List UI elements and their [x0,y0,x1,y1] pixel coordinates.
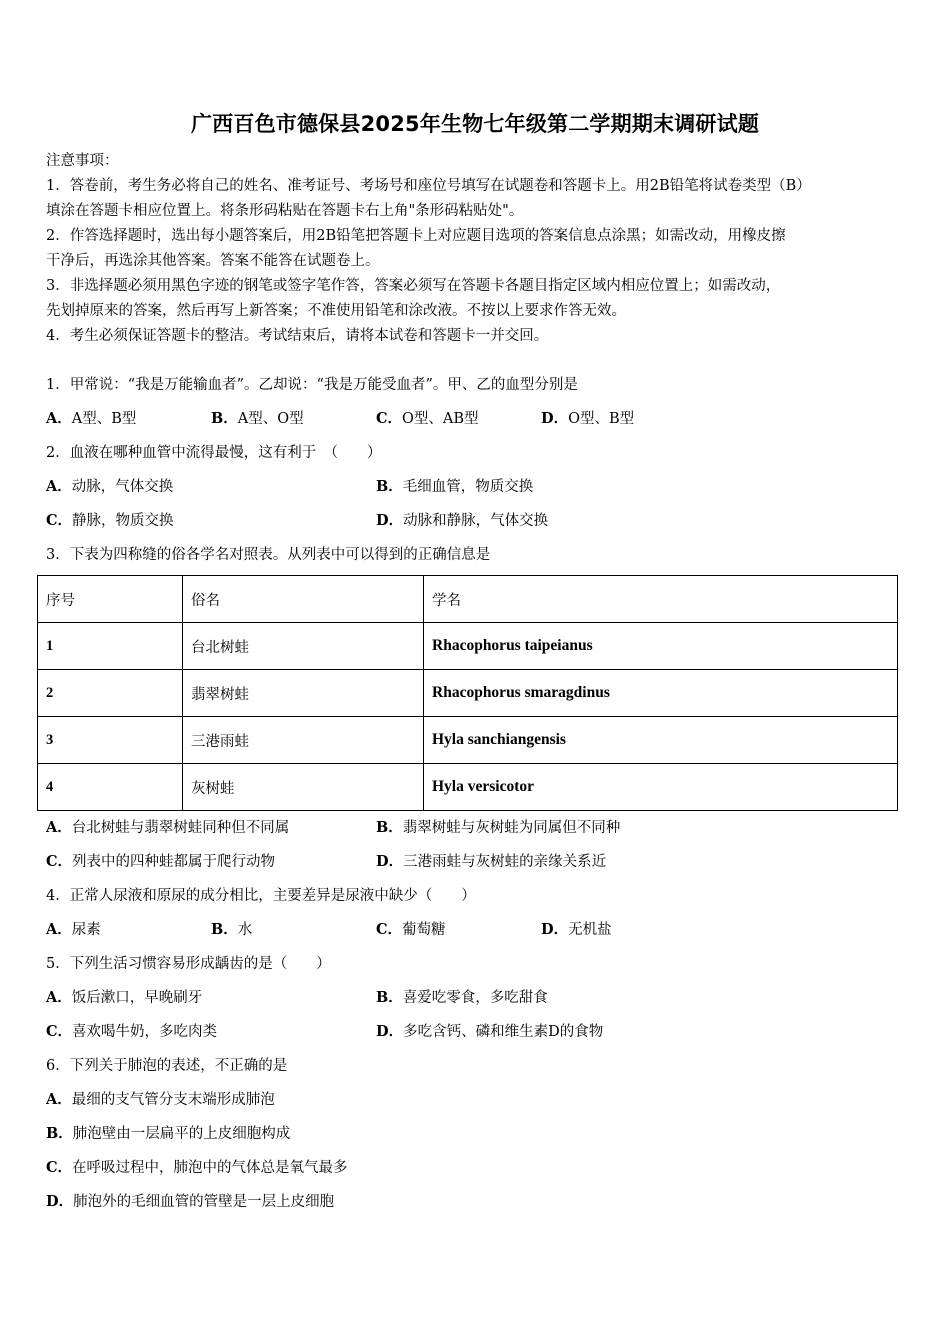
notice-line: 干净后，再选涂其他答案。答案不能答在试题卷上。 [46,253,380,269]
q1-option-b: B．A型、O型 [211,410,304,427]
table-cell: 1 [38,623,183,670]
q4-option-a: A．尿素 [46,921,101,938]
notice-line: 4．考生必须保证答题卡的整洁。考试结束后，请将本试卷和答题卡一并交回。 [46,328,549,344]
table-cell: 3 [38,717,183,764]
notice-line: 3．非选择题必须用黑色字迹的钢笔或签字笔作答，答案必须写在答题卡各题目指定区域内相应位置上；如需改动， [46,278,781,294]
q1-option-a: A．A型、B型 [46,410,137,427]
notice-line: 填涂在答题卡相应位置上。将条形码粘贴在答题卡右上角"条形码粘贴处"。 [46,203,524,219]
table-cell: 灰树蛙 [183,764,424,811]
q4-option-b: B．水 [211,921,253,938]
q2-option-b: B．毛细血管，物质交换 [376,478,534,495]
q5-option-a: A．饭后漱口，早晚刷牙 [46,989,203,1006]
table-cell: Hyla versicotor [424,764,898,811]
q5-option-b: B．喜爱吃零食，多吃甜食 [376,989,548,1006]
notice-line: 先划掉原来的答案，然后再写上新答案；不准使用铅笔和涂改液。不按以上要求作答无效。 [46,303,626,319]
q4-option-d: D．无机盐 [541,921,612,938]
q5-option-d: D．多吃含钙、磷和维生素D的食物 [376,1023,604,1040]
q3-option-a: A．台北树蛙与翡翠树蛙同种但不同属 [46,819,290,836]
q2-option-c: C．静脉，物质交换 [46,512,174,529]
q3-option-c: C．列表中的四种蛙都属于爬行动物 [46,853,276,870]
table-header-cell: 序号 [38,576,183,623]
table-cell: 2 [38,670,183,717]
table-cell: 4 [38,764,183,811]
table-header-row [38,576,898,623]
question-6-stem: 6．下列关于肺泡的表述，不正确的是 [46,1058,288,1074]
table-cell: 台北树蛙 [183,623,424,670]
q2-option-a: A．动脉，气体交换 [46,478,174,495]
q3-option-b: B．翡翠树蛙与灰树蛙为同属但不同种 [376,819,621,836]
q2-option-d: D．动脉和静脉，气体交换 [376,512,549,529]
q5-option-c: C．喜欢喝牛奶，多吃肉类 [46,1023,218,1040]
table-cell: Hyla sanchiangensis [424,717,898,764]
q6-option-d: D．肺泡外的毛细血管的管壁是一层上皮细胞 [46,1193,335,1210]
table-cell: 翡翠树蛙 [183,670,424,717]
table-cell: Rhacophorus smaragdinus [424,670,898,717]
question-4-stem: 4．正常人尿液和原尿的成分相比，主要差异是尿液中缺少（ ） [46,888,476,904]
q1-option-c: C．O型、AB型 [376,410,479,427]
notice-line: 1．答卷前，考生务必将自己的姓名、准考证号、考场号和座位号填写在试题卷和答题卡上。用2B铅笔将试卷类型（B） [46,178,811,194]
table-row [38,717,898,764]
notice-heading: 注意事项： [46,153,119,169]
table-cell: 三港雨蛙 [183,717,424,764]
q6-option-a: A．最细的支气管分支末端形成肺泡 [46,1091,275,1108]
question-2-stem: 2．血液在哪种血管中流得最慢，这有利于 （ ） [46,445,382,461]
table-header-cell: 学名 [424,576,898,623]
table-cell: Rhacophorus taipeianus [424,623,898,670]
table-row [38,764,898,811]
question-5-stem: 5．下列生活习惯容易形成龋齿的是（ ） [46,956,331,972]
question-3-stem: 3．下表为四称缝的俗各学名对照表。从列表中可以得到的正确信息是 [46,547,491,563]
table-header-cell: 俗名 [183,576,424,623]
q4-option-c: C．葡萄糖 [376,921,446,938]
notice-line: 2．作答选择题时，选出每小题答案后，用2B铅笔把答题卡上对应题目选项的答案信息点涂黑；如需改动，用橡皮擦 [46,228,786,244]
q6-option-c: C．在呼吸过程中，肺泡中的气体总是氧气最多 [46,1159,348,1176]
q1-option-d: D．O型、B型 [541,410,635,427]
q6-option-b: B．肺泡壁由一层扁平的上皮细胞构成 [46,1125,291,1142]
table-row [38,623,898,670]
q3-option-d: D．三港雨蛙与灰树蛙的亲缘关系近 [376,853,607,870]
table-row [38,670,898,717]
question-1-stem: 1．甲常说：“我是万能输血者”。乙却说：“我是万能受血者”。甲、乙的血型分别是 [46,377,578,393]
page-title: 广西百色市德保县2025年生物七年级第二学期期末调研试题 [190,112,760,136]
frog-name-table [37,575,898,811]
